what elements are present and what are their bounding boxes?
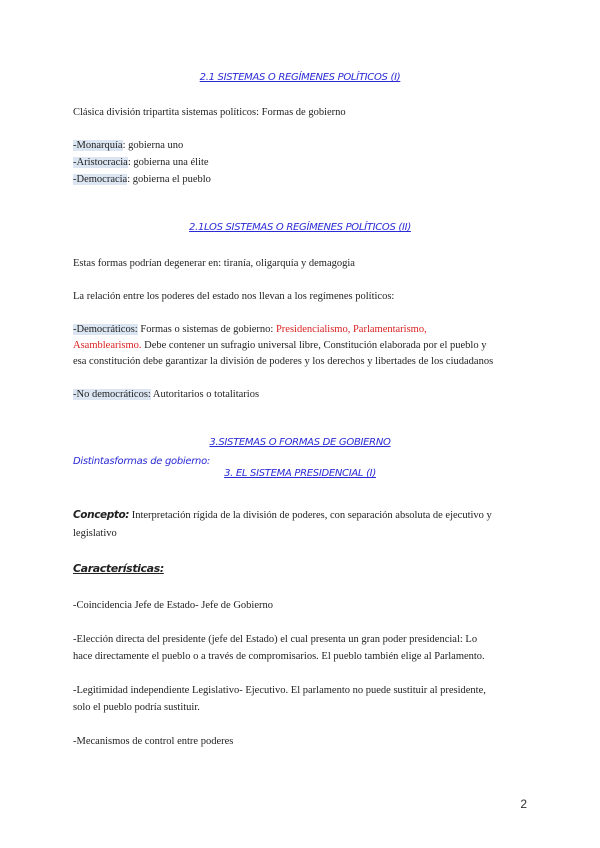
concept-text1: Interpretación rígida de la división de poderes, con separación absoluta de ejecutivo y (129, 510, 492, 521)
form-aristocracia (73, 155, 209, 171)
democratic-line2 (73, 338, 486, 354)
term-aristocracia: -Aristocracia (73, 157, 128, 168)
concept-label: Concepto: (73, 509, 130, 521)
degenerate-text: Estas formas podrían degenerar en: tiranía, oligarquía y demagogia (73, 258, 355, 269)
nondemocratic-line (73, 387, 259, 403)
form-monarquia (73, 138, 183, 154)
item-3-line1: -Legitimidad independiente Legislativo- Ejecutivo. El parlamento no puede sustituir al presidente, (73, 685, 486, 696)
relation-text: La relación entre los poderes del estado nos llevan a los regímenes políticos: (73, 291, 395, 302)
heading-formas-gobierno: 3.SISTEMAS O FORMAS DE GOBIERNO (209, 437, 391, 448)
form-democracia (73, 172, 211, 188)
concept-line1 (73, 507, 492, 524)
item-3-line2: solo el pueblo podría sustituir. (73, 702, 200, 713)
democratic-line1 (73, 322, 427, 338)
democratic-text2: Debe contener un sufragio universal libre, Constitución elaborada por el pueblo y (141, 340, 487, 351)
nondemocratic-text: Autoritarios o totalitarios (150, 389, 260, 400)
desc-monarquia: : gobierna uno (122, 140, 184, 151)
democratic-red1: Presidencialismo, Parlamentarismo, (275, 324, 427, 335)
heading-sistemas-1: 2.1 SISTEMAS O REGÍMENES POLÍTICOS (I) (199, 72, 401, 83)
democratic-line3: esa constitución debe garantizar la división de poderes y los derechos y libertades de los ciudadanos (73, 356, 494, 367)
term-no-democraticos: -No democráticos: (73, 389, 151, 400)
democratic-text1: Formas o sistemas de gobierno: (137, 324, 276, 335)
characteristics-label: Características: (73, 562, 164, 575)
side-label: Distintasformas de gobierno: (73, 456, 210, 467)
term-monarquia: -Monarquía (73, 140, 123, 151)
page-number: 2 (520, 797, 527, 811)
term-democracia: -Democracia (73, 174, 128, 185)
item-1: -Coincidencia Jefe de Estado- Jefe de Gobierno (73, 600, 274, 611)
concept-line2: legislativo (73, 528, 117, 539)
desc-aristocracia: : gobierna una élite (127, 157, 209, 168)
item-2-line2: hace directamente el pueblo o a través de compromisarios. El pueblo también elige al Parlamento. (73, 651, 485, 662)
intro-text: Clásica división tripartita sistemas políticos: Formas de gobierno (73, 107, 346, 118)
heading-sistema-presidencial: 3. EL SISTEMA PRESIDENCIAL (I) (224, 468, 376, 479)
item-4: -Mecanismos de control entre poderes (73, 736, 234, 747)
democratic-red2: Asamblearismo. (73, 340, 142, 351)
desc-democracia: : gobierna el pueblo (127, 174, 211, 185)
item-2-line1: -Elección directa del presidente (jefe del Estado) el cual presenta un gran poder presidencial: Lo (73, 634, 478, 645)
term-democraticos: -Democráticos: (73, 324, 138, 335)
heading-sistemas-2: 2.1LOS SISTEMAS O REGÍMENES POLÍTICOS (II) (189, 222, 411, 233)
